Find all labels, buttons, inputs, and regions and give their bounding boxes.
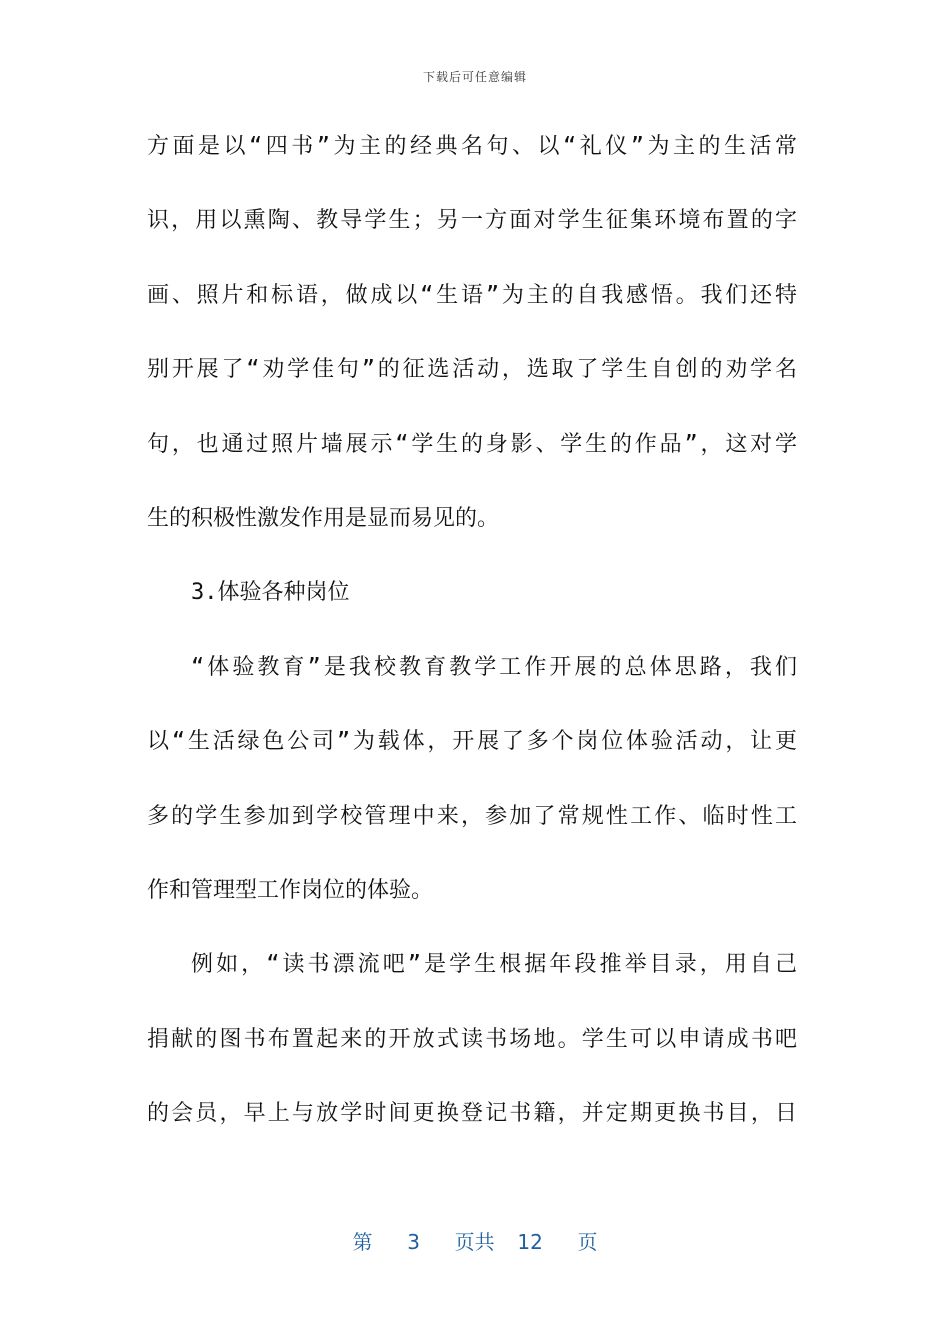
- text-line: 的会员，早上与放学时间更换登记书籍，并定期更换书目，日: [147, 1101, 797, 1127]
- body-text: [147, 122, 797, 1163]
- header-note: 下载后可任意编辑: [422, 70, 527, 84]
- footer-middle: 页共: [454, 1230, 495, 1254]
- section-heading: 3.体验各种岗位: [191, 580, 350, 606]
- footer-prefix: 第: [352, 1230, 373, 1254]
- footer-suffix: 页: [577, 1230, 598, 1254]
- text-line: 生的积极性激发作用是显而易见的。: [147, 505, 500, 531]
- text-line: 多的学生参加到学校管理中来，参加了常规性工作、临时性工: [147, 803, 797, 829]
- text-line: 以“生活绿色公司”为载体，开展了多个岗位体验活动，让更: [147, 729, 797, 755]
- text-line: “体验教育”是我校教育教学工作开展的总体思路，我们: [191, 654, 797, 680]
- text-line: 画、照片和标语，做成以“生语”为主的自我感悟。我们还特: [147, 282, 797, 308]
- text-line: 例如，“读书漂流吧”是学生根据年段推举目录，用自己: [191, 952, 797, 978]
- footer-total-pages: 12: [517, 1230, 543, 1254]
- footer-page-number: 3: [407, 1230, 420, 1254]
- text-line: 作和管理型工作岗位的体验。: [147, 877, 434, 903]
- text-line: 句，也通过照片墙展示“学生的身影、学生的作品”，这对学: [147, 431, 797, 457]
- text-line: 捐献的图书布置起来的开放式读书场地。学生可以申请成书吧: [147, 1026, 797, 1052]
- page-footer: [0, 1226, 950, 1255]
- text-line: 别开展了“劝学佳句”的征选活动，选取了学生自创的劝学名: [147, 357, 797, 383]
- text-line: 识，用以熏陶、教导学生；另一方面对学生征集环境布置的字: [147, 208, 797, 234]
- text-line: 方面是以“四书”为主的经典名句、以“礼仪”为主的生活常: [147, 134, 797, 159]
